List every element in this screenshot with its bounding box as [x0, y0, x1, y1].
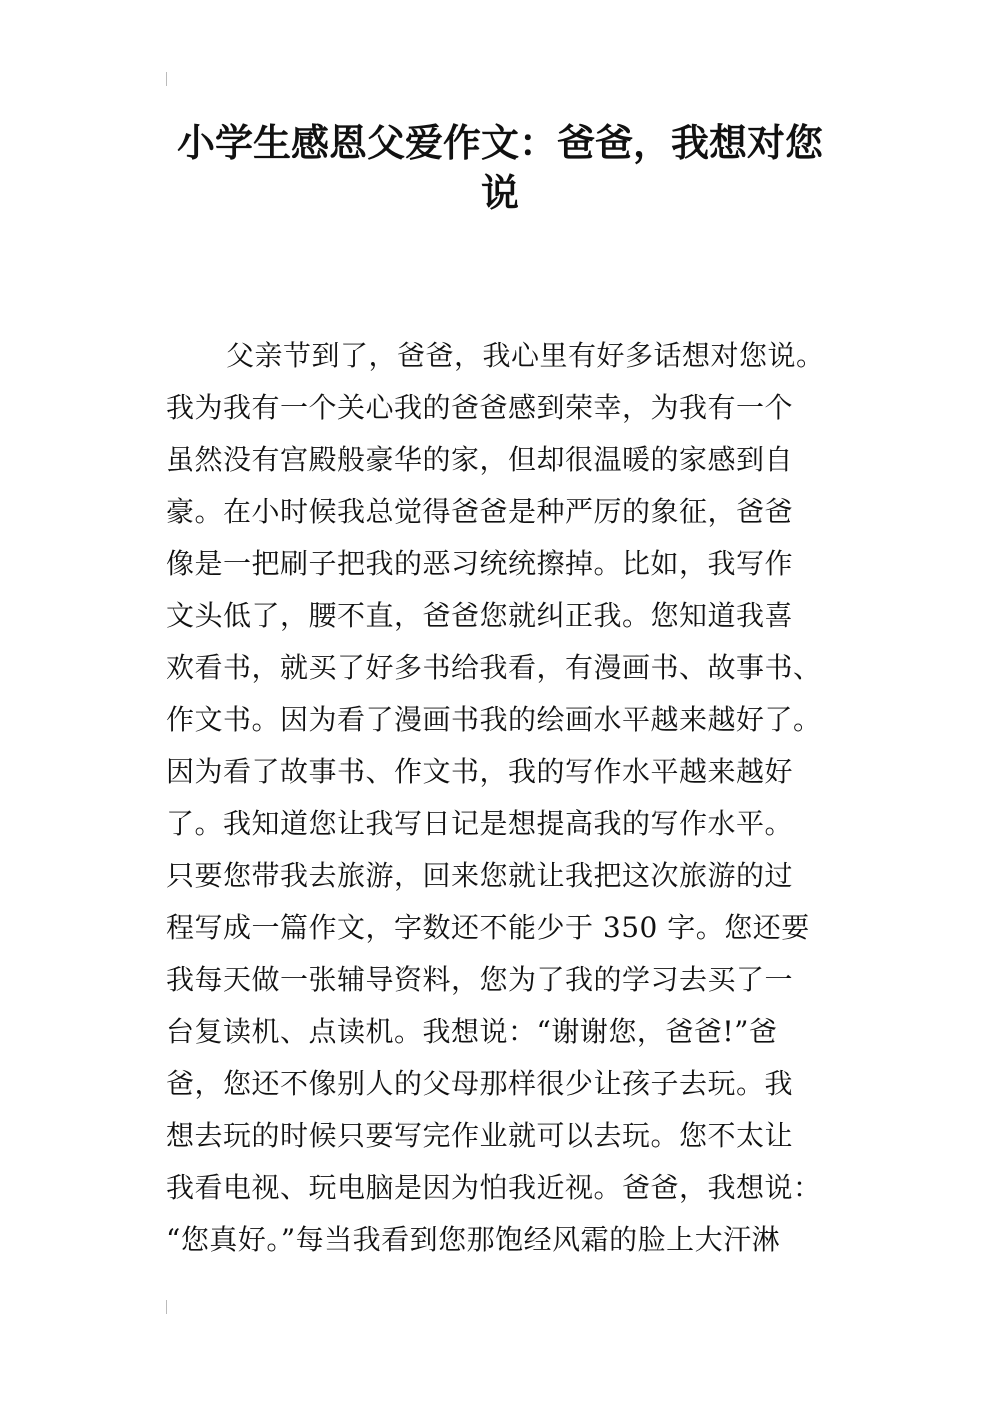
body-line: 欢看书，就买了好多书给我看，有漫画书、故事书、 — [166, 651, 822, 684]
body-line: 想去玩的时候只要写完作业就可以去玩。您不太让 — [166, 1119, 794, 1152]
body-line: 程写成一篇作文，字数还不能少于 350 字。您还要 — [166, 911, 810, 944]
body-line: 作文书。因为看了漫画书我的绘画水平越来越好了。 — [166, 703, 822, 736]
title-line: 小学生感恩父爱作文：爸爸，我想对您 — [176, 121, 823, 165]
document-title — [150, 118, 850, 218]
body-line: 了。我知道您让我写日记是想提高我的写作水平。 — [166, 807, 794, 840]
body-line: 我看电视、玩电脑是因为怕我近视。爸爸，我想说： — [166, 1171, 822, 1204]
body-line: 爸，您还不像别人的父母那样很少让孩子去玩。我 — [166, 1067, 794, 1100]
body-line: 豪。在小时候我总觉得爸爸是种严厉的象征，爸爸 — [166, 495, 794, 528]
body-line: 因为看了故事书、作文书，我的写作水平越来越好 — [166, 755, 794, 788]
body-line: 像是一把刷子把我的恶习统统擦掉。比如，我写作 — [166, 547, 794, 580]
crop-mark-top — [166, 72, 167, 86]
body-line: “您真好。”每当我看到您那饱经风霜的脸上大汗淋 — [166, 1223, 781, 1256]
crop-mark-bottom — [166, 1300, 167, 1314]
body-line: 虽然没有宫殿般豪华的家，但却很温暖的家感到自 — [166, 443, 794, 476]
body-line: 台复读机、点读机。我想说：“谢谢您，爸爸!”爸 — [166, 1015, 778, 1048]
title-line: 说 — [480, 171, 519, 215]
body-line: 文头低了，腰不直，爸爸您就纠正我。您知道我喜 — [166, 599, 794, 632]
document-body — [166, 330, 846, 1266]
body-line: 父亲节到了，爸爸，我心里有好多话想对您说。 — [226, 339, 825, 372]
body-line: 只要您带我去旅游，回来您就让我把这次旅游的过 — [166, 859, 794, 892]
body-line: 我为我有一个关心我的爸爸感到荣幸，为我有一个 — [166, 391, 794, 424]
body-line: 我每天做一张辅导资料，您为了我的学习去买了一 — [166, 963, 794, 996]
